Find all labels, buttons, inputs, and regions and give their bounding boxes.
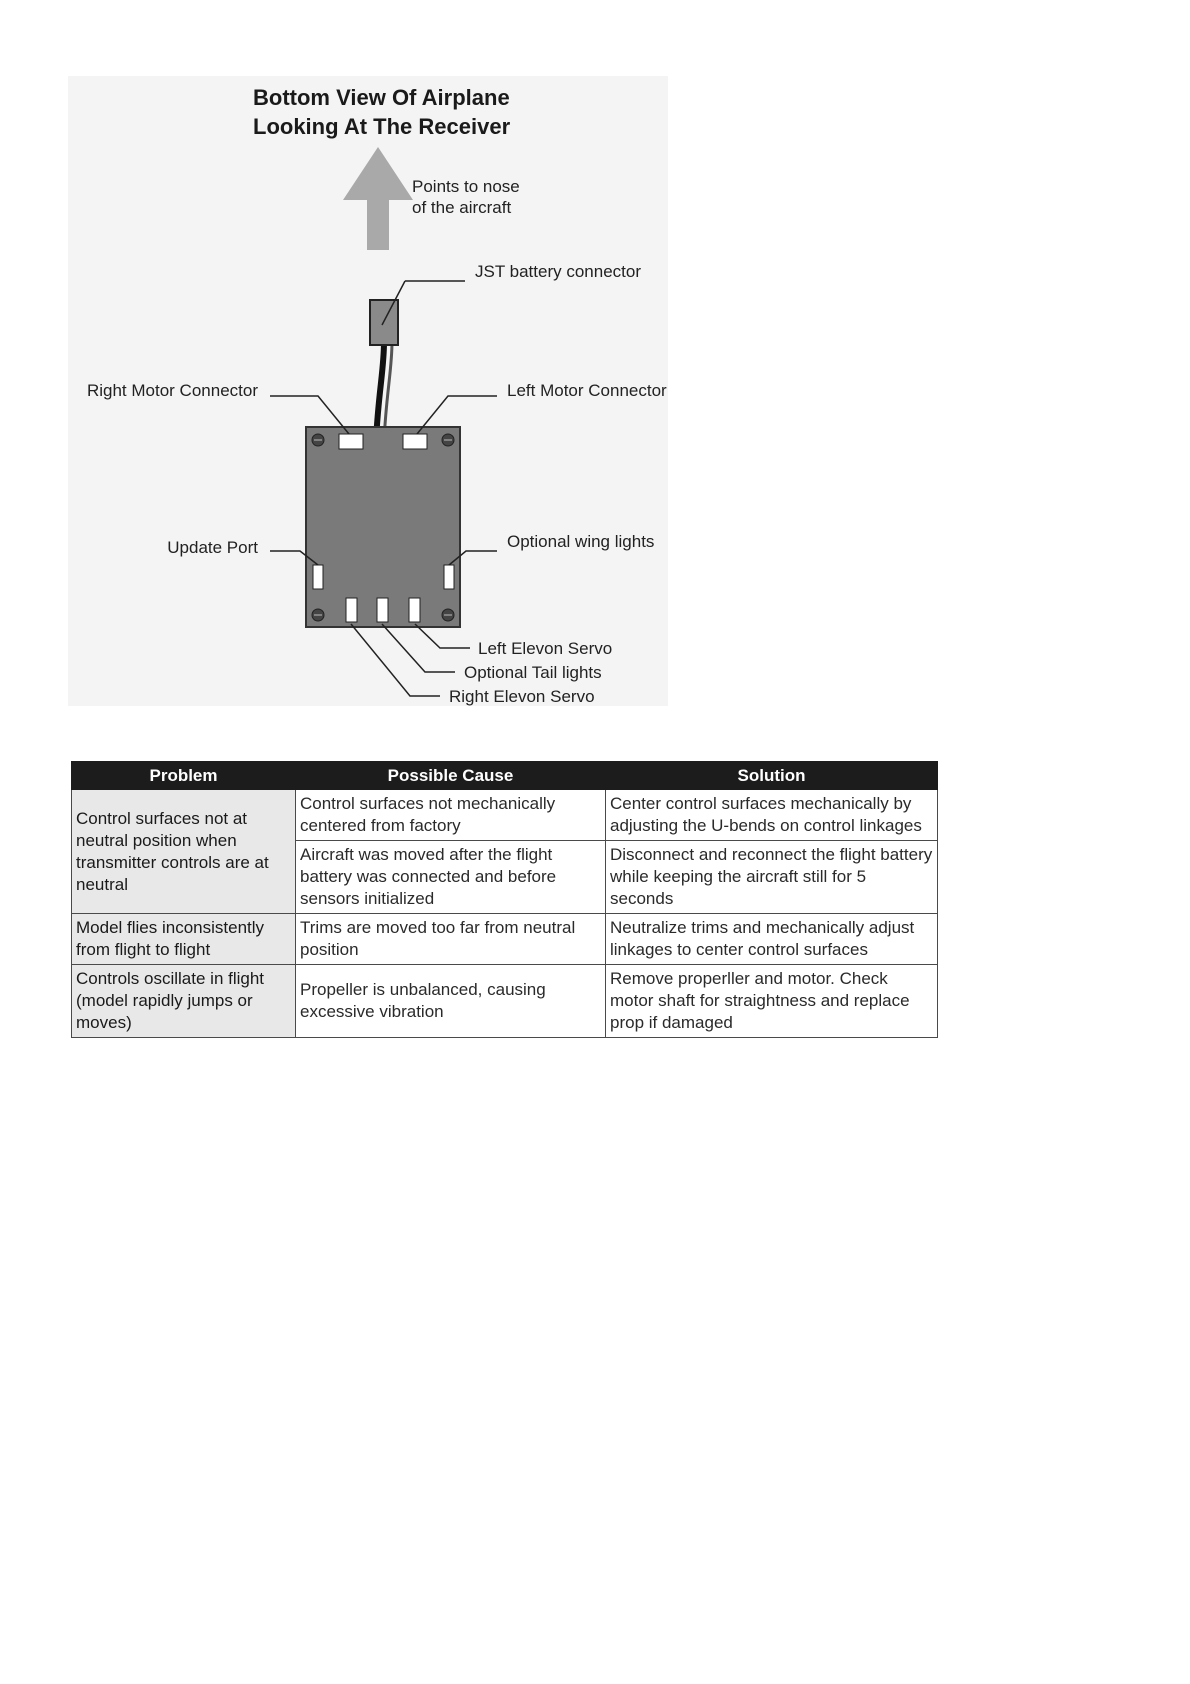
label-update-port: Update Port xyxy=(167,538,258,557)
solution-cell: Remove properller and motor. Check motor shaft for straightness and replace prop if damaged xyxy=(606,965,938,1038)
header-problem: Problem xyxy=(72,762,296,790)
label-tail-lights: Optional Tail lights xyxy=(464,663,602,682)
label-left-elevon: Left Elevon Servo xyxy=(478,639,613,658)
receiver-board xyxy=(306,427,460,627)
table-row xyxy=(72,914,938,965)
left-elevon-port xyxy=(409,598,420,622)
label-right-elevon: Right Elevon Servo xyxy=(449,687,595,706)
update-port xyxy=(313,565,323,589)
label-wing-lights: Optional wing lights xyxy=(507,532,655,551)
screw-icon xyxy=(312,609,324,621)
cause-cell: Trims are moved too far from neutral position xyxy=(296,914,606,965)
tail-lights-port xyxy=(377,598,388,622)
wing-lights-port xyxy=(444,565,454,589)
screw-icon xyxy=(442,609,454,621)
troubleshooting-table xyxy=(71,761,938,1038)
arrow-label-line2: of the aircraft xyxy=(412,198,512,217)
problem-cell: Model flies inconsistently from flight to flight xyxy=(72,914,296,965)
arrow-label-line1: Points to nose xyxy=(412,177,520,196)
diagram-title-line1: Bottom View Of Airplane xyxy=(253,85,510,110)
table-row xyxy=(72,965,938,1038)
left-motor-port xyxy=(403,434,427,449)
right-elevon-port xyxy=(346,598,357,622)
table-row xyxy=(72,790,938,841)
cause-cell: Control surfaces not mechanically centered from factory xyxy=(296,790,606,841)
problem-cell: Controls oscillate in flight (model rapidly jumps or moves) xyxy=(72,965,296,1038)
label-jst: JST battery connector xyxy=(475,262,641,281)
header-solution: Solution xyxy=(606,762,938,790)
header-possible-cause: Possible Cause xyxy=(296,762,606,790)
screw-icon xyxy=(312,434,324,446)
cause-cell: Aircraft was moved after the flight battery was connected and before sensors initialized xyxy=(296,841,606,914)
solution-cell: Disconnect and reconnect the flight battery while keeping the aircraft still for 5 seconds xyxy=(606,841,938,914)
label-right-motor: Right Motor Connector xyxy=(86,381,258,400)
table-header-row xyxy=(72,762,938,790)
diagram-title-line2: Looking At The Receiver xyxy=(253,114,511,139)
solution-cell: Center control surfaces mechanically by adjusting the U-bends on control linkages xyxy=(606,790,938,841)
problem-cell: Control surfaces not at neutral position when transmitter controls are at neutral xyxy=(72,790,296,914)
screw-icon xyxy=(442,434,454,446)
receiver-diagram xyxy=(0,0,1190,720)
right-motor-port xyxy=(339,434,363,449)
cause-cell: Propeller is unbalanced, causing excessive vibration xyxy=(296,965,606,1038)
solution-cell: Neutralize trims and mechanically adjust linkages to center control surfaces xyxy=(606,914,938,965)
label-left-motor: Left Motor Connector xyxy=(507,381,667,400)
